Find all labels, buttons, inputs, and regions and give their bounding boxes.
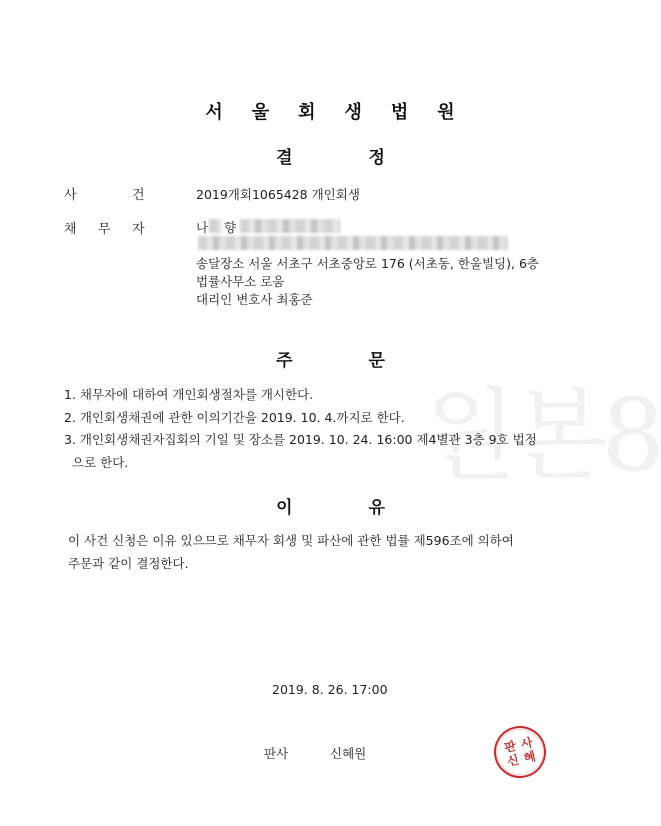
court-name-title bbox=[0, 98, 661, 124]
document-type-heading bbox=[0, 143, 661, 168]
seal-char: 사 bbox=[519, 734, 534, 751]
label-char: 채 bbox=[64, 222, 77, 237]
law-firm: 법률사무소 로움 bbox=[196, 274, 285, 289]
decision-date: 2019. 8. 26. 17:00 bbox=[272, 682, 388, 697]
order-item-3-continued: 으로 한다. bbox=[72, 455, 129, 470]
debtor-label bbox=[64, 218, 166, 237]
heading-char: 이 bbox=[276, 498, 293, 518]
seal-char: 판 bbox=[503, 738, 518, 755]
heading-char: 유 bbox=[368, 498, 385, 518]
judge-name: 신혜원 bbox=[330, 746, 367, 761]
order-item-1: 1. 채무자에 대하여 개인회생절차를 개시한다. bbox=[64, 387, 314, 402]
service-place: 송달장소 서울 서초구 서초중앙로 176 (서초동, 한울빌딩), 6층 bbox=[196, 256, 539, 271]
seal-char: 혜 bbox=[522, 748, 537, 765]
order-heading bbox=[0, 346, 661, 371]
reason-text-line-2: 주문과 같이 결정한다. bbox=[68, 556, 189, 571]
redacted-address bbox=[198, 236, 508, 250]
heading-char: 문 bbox=[368, 351, 385, 371]
label-char: 건 bbox=[132, 188, 145, 203]
court-seal-stamp bbox=[489, 721, 551, 783]
debtor-name-prefix: 나 bbox=[196, 220, 209, 235]
title-char: 법 bbox=[390, 102, 410, 123]
case-value: 2019개회1065428 개인회생 bbox=[196, 187, 360, 202]
legal-agent: 대리인 변호사 최홍준 bbox=[196, 292, 313, 307]
redacted-name-part bbox=[209, 219, 222, 233]
order-item-3: 3. 개인회생채권자집회의 기일 및 장소를 2019. 10. 24. 16:00 제4별관 3층 9호 법정 bbox=[64, 432, 537, 447]
reason-text-line-1: 이 사건 신청은 이유 있으므로 채무자 회생 및 파산에 관한 법률 제596조에 의하여 bbox=[68, 533, 514, 548]
judge-title: 판사 bbox=[264, 746, 289, 761]
title-char: 생 bbox=[344, 102, 363, 123]
title-char: 원 bbox=[437, 102, 456, 123]
order-item-2: 2. 개인회생채권에 관한 이의기간을 2019. 10. 4.까지로 한다. bbox=[64, 410, 405, 425]
background-watermark: 원본8 bbox=[420, 377, 659, 494]
seal-char: 신 bbox=[505, 752, 521, 769]
title-char: 울 bbox=[251, 102, 271, 123]
heading-char: 결 bbox=[276, 148, 293, 168]
debtor-name-mid: 향 bbox=[224, 220, 237, 235]
title-char: 회 bbox=[298, 102, 317, 123]
case-label bbox=[64, 184, 166, 203]
heading-char: 주 bbox=[276, 351, 293, 371]
label-char: 사 bbox=[64, 188, 77, 203]
redacted-name-rest bbox=[240, 219, 340, 233]
label-char: 무 bbox=[98, 222, 111, 237]
heading-char: 정 bbox=[368, 148, 385, 168]
reason-heading bbox=[0, 493, 661, 518]
title-char: 서 bbox=[205, 102, 224, 123]
label-char: 자 bbox=[132, 222, 145, 237]
